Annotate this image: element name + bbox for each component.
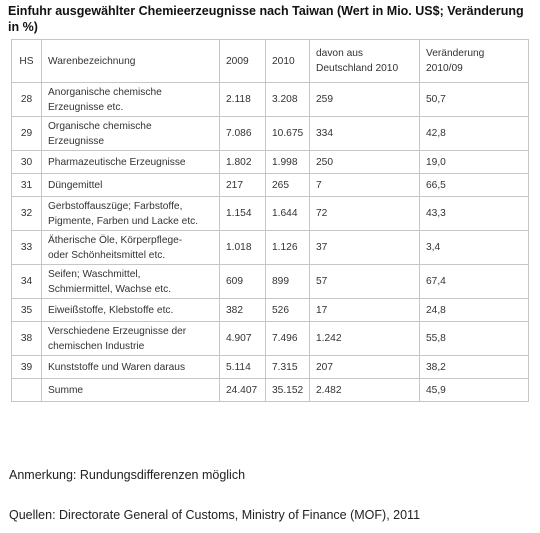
cell-2010: 1.644 bbox=[266, 197, 310, 231]
cell-change: 55,8 bbox=[420, 322, 529, 356]
cell-name bbox=[42, 151, 220, 174]
cell-2009: 1.802 bbox=[220, 151, 266, 174]
cell-name-line1: Ätherische Öle, Körperpflege- bbox=[48, 234, 183, 246]
cell-hs: 34 bbox=[12, 265, 42, 299]
cell-germany: 7 bbox=[310, 174, 420, 197]
cell-hs: 29 bbox=[12, 117, 42, 151]
cell-name bbox=[42, 197, 220, 231]
cell-name-line2: oder Schönheitsmittel etc. bbox=[48, 249, 166, 261]
cell-hs: 35 bbox=[12, 299, 42, 322]
table-row bbox=[12, 322, 529, 356]
cell-name-line2: Schmiermittel, Wachse etc. bbox=[48, 283, 172, 295]
cell-name-line2: Pigmente, Farben und Lacke etc. bbox=[48, 215, 199, 227]
cell-hs: 33 bbox=[12, 231, 42, 265]
cell-2010: 7.496 bbox=[266, 322, 310, 356]
cell-2009: 2.118 bbox=[220, 83, 266, 117]
cell-2010: 1.998 bbox=[266, 151, 310, 174]
cell-change: 3,4 bbox=[420, 231, 529, 265]
table-row bbox=[12, 265, 529, 299]
header-change-line1: Veränderung bbox=[426, 48, 485, 59]
cell-name bbox=[42, 231, 220, 265]
table-row bbox=[12, 151, 529, 174]
cell-2009: 217 bbox=[220, 174, 266, 197]
cell-2009: 382 bbox=[220, 299, 266, 322]
cell-name-line1: Summe bbox=[48, 384, 84, 396]
cell-name bbox=[42, 356, 220, 379]
header-change-line2: 2010/09 bbox=[426, 63, 463, 74]
cell-name-line1: Organische chemische bbox=[48, 120, 152, 132]
cell-name bbox=[42, 379, 220, 402]
cell-change: 38,2 bbox=[420, 356, 529, 379]
cell-change: 42,8 bbox=[420, 117, 529, 151]
cell-hs: 30 bbox=[12, 151, 42, 174]
cell-germany: 259 bbox=[310, 83, 420, 117]
header-change bbox=[420, 40, 529, 83]
cell-2009: 7.086 bbox=[220, 117, 266, 151]
cell-change: 66,5 bbox=[420, 174, 529, 197]
cell-change: 50,7 bbox=[420, 83, 529, 117]
header-germany-line1: davon aus bbox=[316, 48, 364, 59]
cell-name-line1: Gerbstoffauszüge; Farbstoffe, bbox=[48, 200, 183, 212]
cell-2009: 1.154 bbox=[220, 197, 266, 231]
cell-name-line2: Erzeugnisse bbox=[48, 135, 105, 147]
header-germany bbox=[310, 40, 420, 83]
cell-hs: 31 bbox=[12, 174, 42, 197]
cell-name-line2: Erzeugnisse etc. bbox=[48, 101, 124, 113]
table-row bbox=[12, 231, 529, 265]
cell-germany: 2.482 bbox=[310, 379, 420, 402]
header-2009: 2009 bbox=[220, 40, 266, 83]
cell-hs bbox=[12, 379, 42, 402]
cell-germany: 57 bbox=[310, 265, 420, 299]
cell-name-line1: Verschiedene Erzeugnisse der bbox=[48, 325, 187, 337]
table-row bbox=[12, 117, 529, 151]
cell-change: 24,8 bbox=[420, 299, 529, 322]
cell-germany: 250 bbox=[310, 151, 420, 174]
cell-2009: 24.407 bbox=[220, 379, 266, 402]
cell-2009: 609 bbox=[220, 265, 266, 299]
cell-germany: 17 bbox=[310, 299, 420, 322]
cell-change: 67,4 bbox=[420, 265, 529, 299]
cell-2010: 899 bbox=[266, 265, 310, 299]
cell-2010: 1.126 bbox=[266, 231, 310, 265]
cell-change: 19,0 bbox=[420, 151, 529, 174]
header-name: Warenbezeichnung bbox=[42, 40, 220, 83]
header-hs: HS bbox=[12, 40, 42, 83]
table-row bbox=[12, 379, 529, 402]
cell-name-line1: Düngemittel bbox=[48, 179, 103, 191]
cell-name-line1: Pharmazeutische Erzeugnisse bbox=[48, 156, 186, 168]
cell-name bbox=[42, 174, 220, 197]
table-row bbox=[12, 356, 529, 379]
table-row bbox=[12, 299, 529, 322]
footnote-remark: Anmerkung: Rundungsdifferenzen möglich bbox=[9, 468, 246, 482]
cell-name-line1: Eiweißstoffe, Klebstoffe etc. bbox=[48, 304, 174, 316]
table-row bbox=[12, 83, 529, 117]
cell-germany: 334 bbox=[310, 117, 420, 151]
cell-germany: 207 bbox=[310, 356, 420, 379]
cell-germany: 72 bbox=[310, 197, 420, 231]
cell-name bbox=[42, 265, 220, 299]
cell-hs: 39 bbox=[12, 356, 42, 379]
header-2010: 2010 bbox=[266, 40, 310, 83]
table-row bbox=[12, 174, 529, 197]
cell-2009: 1.018 bbox=[220, 231, 266, 265]
cell-hs: 32 bbox=[12, 197, 42, 231]
cell-hs: 38 bbox=[12, 322, 42, 356]
table-header-row bbox=[12, 40, 529, 83]
cell-germany: 1.242 bbox=[310, 322, 420, 356]
cell-name bbox=[42, 322, 220, 356]
cell-name-line1: Kunststoffe und Waren daraus bbox=[48, 361, 186, 373]
cell-name bbox=[42, 117, 220, 151]
header-germany-line2: Deutschland 2010 bbox=[316, 63, 399, 74]
table-row bbox=[12, 197, 529, 231]
cell-2010: 265 bbox=[266, 174, 310, 197]
cell-change: 43,3 bbox=[420, 197, 529, 231]
chemicals-import-table bbox=[11, 39, 529, 402]
footnote-source: Quellen: Directorate General of Customs, Ministry of Finance (MOF), 2011 bbox=[9, 508, 421, 522]
cell-2010: 3.208 bbox=[266, 83, 310, 117]
table-title: Einfuhr ausgewählter Chemieerzeugnisse nach Taiwan (Wert in Mio. US$; Veränderung in %) bbox=[8, 4, 524, 34]
cell-name bbox=[42, 299, 220, 322]
cell-name-line1: Seifen; Waschmittel, bbox=[48, 268, 141, 280]
cell-2010: 35.152 bbox=[266, 379, 310, 402]
cell-hs: 28 bbox=[12, 83, 42, 117]
cell-2010: 10.675 bbox=[266, 117, 310, 151]
cell-name-line1: Anorganische chemische bbox=[48, 86, 162, 98]
cell-name bbox=[42, 83, 220, 117]
cell-2009: 4.907 bbox=[220, 322, 266, 356]
cell-2010: 526 bbox=[266, 299, 310, 322]
cell-germany: 37 bbox=[310, 231, 420, 265]
cell-2010: 7.315 bbox=[266, 356, 310, 379]
cell-2009: 5.114 bbox=[220, 356, 266, 379]
cell-name-line2: chemischen Industrie bbox=[48, 340, 145, 352]
cell-change: 45,9 bbox=[420, 379, 529, 402]
